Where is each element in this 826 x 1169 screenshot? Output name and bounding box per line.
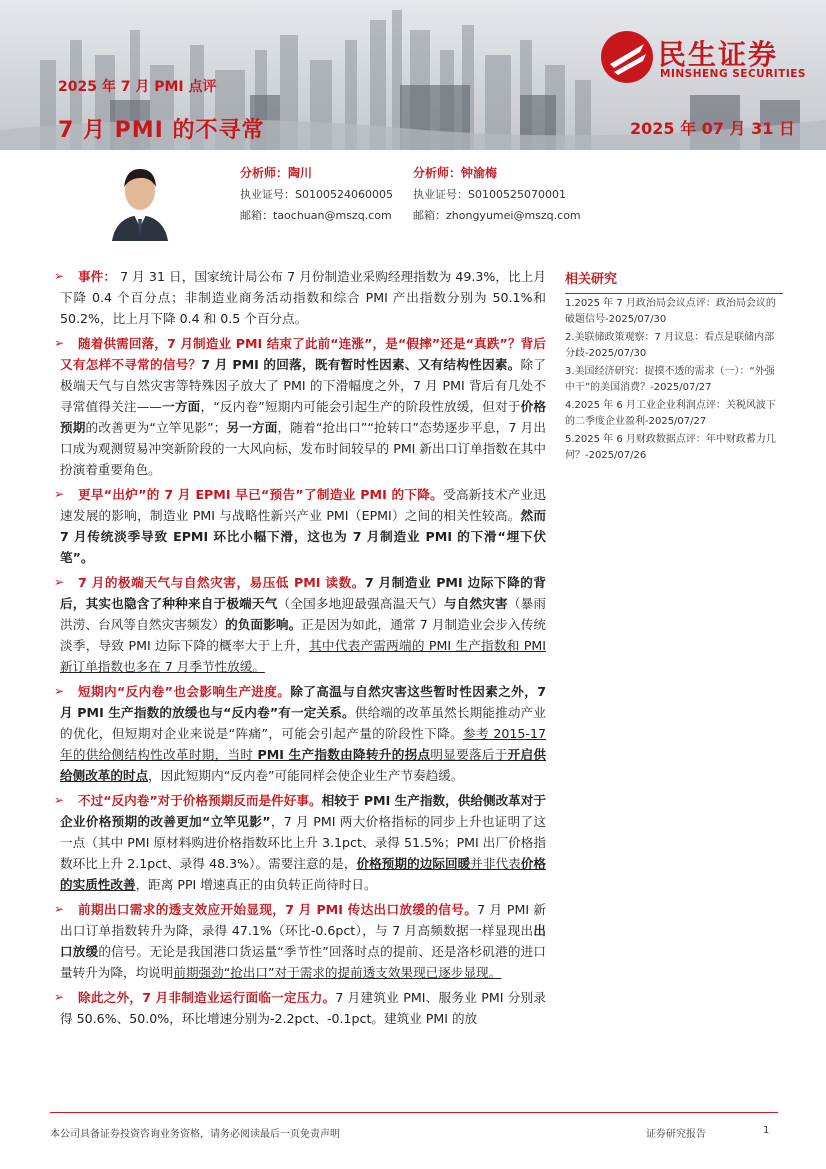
text-run: 一方面: [161, 399, 201, 414]
text-run: 除了极端天气与自然灾害等特殊因子放大了 PMI 的下滑幅度之外，7 月 PMI 背后有几处不寻常值得关注——: [60, 357, 546, 414]
related-research-link[interactable]: 1.2025 年 7 月政治局会议点评：政治局会议的破题信号-2025/07/30: [565, 298, 776, 325]
bullet-arrow-icon: ➢: [54, 336, 65, 350]
text-run: PMI 生产指数由降转升的拐点: [257, 747, 431, 762]
text-run: 更早“出炉”的 7 月 EPMI 早已“预告”了制造业 PMI 的下降。: [78, 487, 444, 502]
text-run: 7 月建筑业 PMI、服务业 PMI 分别录得 50.6%、50.0%，环比增速分别为-2.2pct、-0.1pct。建筑业 PMI 的放: [60, 990, 546, 1026]
text-run: 受高新技术产业迅速发展的影响，制造业 PMI 与战略性新兴产业 PMI（EPMI）之间的相关性较高。: [60, 487, 547, 523]
body-paragraph: [56, 790, 546, 895]
page-number: 1: [763, 1125, 770, 1136]
text-run: 短期内“反内卷”也会影响生产进度。: [78, 684, 291, 699]
related-research-link[interactable]: 3.美国经济研究：捉摸不透的需求（一）：“外强中干”的美国消费？-2025/07/27: [565, 366, 775, 393]
text-run: 出口放缓: [60, 923, 546, 959]
text-run: 除此之外，7 月非制造业运行面临一定压力。: [78, 990, 336, 1005]
analyst-email[interactable]: 邮箱：zhongyumei@mszq.com: [413, 209, 581, 222]
report-title: 7 月 PMI 的不寻常: [58, 118, 265, 143]
analyst-block-1: [240, 163, 393, 226]
analyst-block-2: [413, 163, 581, 226]
report-series-label: 2025 年 7 月 PMI 点评: [58, 79, 217, 95]
analyst-name: 分析师：钟渝梅: [413, 166, 498, 180]
text-run: 并非代表: [470, 856, 521, 871]
text-run: 7 月的极端天气与自然灾害，易压低 PMI 读数。: [78, 575, 365, 590]
footer-doc-type: 证券研究报告: [646, 1129, 706, 1140]
text-run: 前期强劲“抢出口”对于需求的提前透支效果现已逐步显现。: [173, 965, 502, 980]
analyst-cert: 执业证号：S0100524060005: [240, 188, 393, 201]
text-run: 7 月 PMI 的回落，既有暂时性因素、又有结构性因素。: [201, 357, 521, 372]
text-run: 不过“反内卷”对于价格预期反而是件好事。: [78, 793, 322, 808]
bullet-arrow-icon: ➢: [54, 487, 65, 501]
logo-text-en: MINSHENG SECURITIES: [660, 68, 806, 80]
footer-disclaimer: 本公司具备证券投资咨询业务资格，请务必阅读最后一页免责声明: [50, 1129, 340, 1140]
text-run: 供给端的改革虽然长期能推动产业的优化，但短期对企业来说是“阵痛”，可能会引起产量的阶段性下降。: [60, 705, 547, 741]
bullet-arrow-icon: ➢: [54, 684, 65, 698]
body-paragraph: [56, 484, 546, 568]
related-research-link[interactable]: 5.2025 年 6 月财政数据点评：年中财政蓄力几何？-2025/07/26: [565, 434, 776, 461]
text-run: ，“反内卷”短期内可能会引起生产的阶段性放缓，但对于: [200, 399, 521, 414]
report-body: [56, 266, 546, 1033]
text-run: 与自然灾害: [443, 596, 508, 611]
body-paragraph: [56, 333, 546, 480]
bullet-arrow-icon: ➢: [54, 575, 65, 589]
body-paragraph: [56, 572, 546, 677]
text-run: 除了高温与自然灾害这些暂时性因素之外，7 月 PMI 生产指数的放缓也与“反内卷”有一定关系。: [60, 684, 547, 720]
related-research-panel: [565, 268, 783, 464]
body-paragraph: [56, 681, 546, 786]
body-paragraph: [56, 899, 546, 983]
bullet-arrow-icon: ➢: [54, 990, 65, 1004]
logo-text-cn: 民生证券: [658, 38, 779, 71]
text-run: 正是因为如此，通常 7 月制造业会步入传统淡季，导致 PMI 边际下降的概率大于上升，: [60, 617, 547, 653]
text-run: 另一方面: [226, 420, 278, 435]
bullet-arrow-icon: ➢: [54, 902, 65, 916]
text-run: 价格预期: [60, 399, 547, 435]
text-run: 的改善更为“立竿见影”；: [85, 420, 227, 435]
text-run: 然而 7 月传统淡季导致 EPMI 环比小幅下滑，这也为 7 月制造业 PMI 的下滑“埋下伏笔”。: [60, 508, 546, 565]
related-research-heading: 相关研究: [565, 268, 783, 294]
related-research-link[interactable]: 4.2025 年 6 月工业企业利润点评：关税风波下的二季度企业盈利-2025/07/27: [565, 400, 776, 427]
text-run: 参考 2015-17 年的供给侧结构性改革时期，当时: [60, 726, 546, 762]
analyst-name: 分析师：陶川: [240, 166, 313, 180]
footer-divider: [50, 1112, 778, 1113]
analyst-email[interactable]: 邮箱：taochuan@mszq.com: [240, 209, 392, 222]
text-run: 价格预期的边际回暖: [356, 856, 471, 871]
text-run: 的负面影响。: [225, 617, 302, 632]
text-run: 7 月制造业 PMI 边际下降的背后，其实也隐含了种种来自于极端天气: [60, 575, 546, 611]
text-run: ，7 月 PMI 两大价格指标的同步上升也证明了这一点（其中 PMI 原材料购进价格指数环比上升 3.1pct、录得 51.5%；PMI 出厂价格指数环比上升 2.1pct、录得 48.3%）。需要注意的是，: [60, 814, 546, 871]
text-run: （全国多地迎最强高温天气）: [277, 596, 444, 611]
text-run: 事件：: [78, 269, 117, 284]
text-run: ，随着“抢出口”“抢转口”态势逐步平息，7 月出口成为观测贸易冲突新阶段的一大风向标，发布时间较早的 PMI 新出口订单指数在其中扮演着重要角色。: [60, 420, 546, 477]
text-run: 7 月 PMI 新出口订单指数转升为降，录得 47.1%（环比-0.6pct），与 7 月高频数据一样显现出: [60, 902, 546, 938]
text-run: 开启供给侧改革的时点: [60, 747, 546, 783]
text-run: （暴雨洪涝、台风等自然灾害频发）: [60, 596, 547, 632]
text-run: 7 月 31 日，国家统计局公布 7 月份制造业采购经理指数为 49.3%，比上月下降 0.4 个百分点；非制造业商务活动指数和综合 PMI 产出指数分别为 50.1%和 50.2%，比上月下降 0.4 和 0.5 个百分点。: [60, 269, 546, 326]
text-run: 相较于 PMI 生产指数，供给侧改革对于企业价格预期的改善更加“立竿见影”: [60, 793, 546, 829]
related-research-link[interactable]: 2.美联储政策观察：7 月议息：看点是联储内部分歧-2025/07/30: [565, 332, 775, 359]
bullet-arrow-icon: ➢: [54, 269, 65, 283]
text-run: ，距离 PPI 增速真正的由负转正尚待时日。: [135, 877, 377, 892]
bullet-arrow-icon: ➢: [54, 793, 65, 807]
text-run: 随着供需回落，7 月制造业 PMI 结束了此前“连涨”，是“假摔”还是“真跌”？背后又有怎样不寻常的信号？: [60, 336, 546, 372]
text-run: 的信号。无论是我国港口货运量“季节性”回落时点的提前、还是洛杉矶港的进口量转升为降，均说明: [60, 944, 546, 980]
body-paragraph: [56, 987, 546, 1029]
text-run: 价格的实质性改善: [60, 856, 547, 892]
text-run: 其中代表产需两端的 PMI 生产指数和 PMI 新订单指数也多在 7 月季节性放缓。: [60, 638, 547, 674]
body-paragraph: [56, 266, 546, 329]
analyst-cert: 执业证号：S0100525070001: [413, 188, 566, 201]
analyst-photo: [98, 157, 182, 241]
text-run: ，因此短期内“反内卷”可能同样会使企业生产节奏趋缓。: [148, 768, 464, 783]
text-run: 前期出口需求的透支效应开始显现，7 月 PMI 传达出口放缓的信号。: [78, 902, 478, 917]
report-date: 2025 年 07 月 31 日: [630, 119, 795, 138]
text-run: 明显要落后于: [430, 747, 508, 762]
